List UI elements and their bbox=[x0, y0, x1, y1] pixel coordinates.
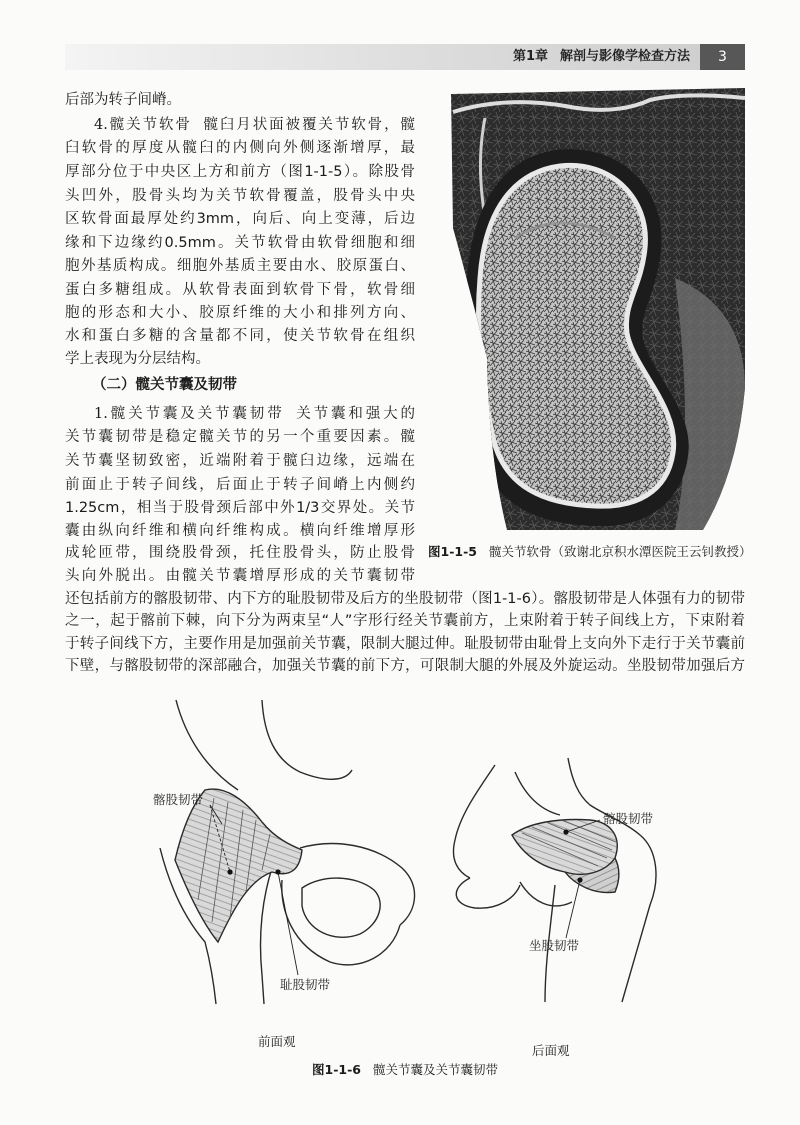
text-fragment: 髋臼月状面被覆关节软骨，髋 bbox=[203, 117, 415, 133]
text-line: 之一，起于髂前下棘，向下分为两束呈“人”字形行经关节囊前方，上束附着于转子间线上方，下束附着 bbox=[65, 613, 745, 629]
posterior-view-drawing bbox=[453, 758, 656, 1002]
label-pointer-dot bbox=[563, 829, 568, 834]
label-iliofemoral-anterior: 髂股韧带 bbox=[153, 792, 204, 807]
text-fragment: 关节囊和强大的 bbox=[296, 406, 415, 422]
text-line bbox=[65, 404, 415, 424]
section-heading: （二）髋关节囊及韧带 bbox=[92, 377, 237, 393]
text-line: 后部为转子间嵴。 bbox=[65, 92, 181, 108]
text-line: 于转子间线下方，主要作用是加强前关节囊，限制大腿过伸。耻股韧带由耻骨上支向外下走行于关节囊前 bbox=[65, 636, 745, 652]
chapter-heading bbox=[380, 44, 690, 70]
chapter-number: 第1章 bbox=[512, 49, 548, 64]
figure-number: 图1-1-5 bbox=[428, 544, 477, 559]
text-line: 学上表现为分层结构。 bbox=[65, 351, 210, 367]
text-line: 还包括前方的髂股韧带、内下方的耻股韧带及后方的坐股韧带（图1-1-6）。髂股韧带是人体强有力的韧带 bbox=[65, 591, 745, 607]
text-line: 缘和下边缘约0.5mm。关节软骨由软骨细胞和细 bbox=[65, 235, 415, 251]
text-line: 囊由纵向纤维和横向纤维构成。横向纤维增厚形 bbox=[65, 523, 415, 539]
paragraph-lead: 1.髋关节囊及关节囊韧带 bbox=[94, 406, 285, 422]
label-iliofemoral-posterior: 髂股韧带 bbox=[603, 811, 654, 826]
text-line: 成轮匝带，围绕股骨颈，托住股骨头，防止股骨 bbox=[65, 545, 415, 561]
label-ischiofemoral: 坐股韧带 bbox=[529, 938, 580, 953]
text-line: 头凹外，股骨头均为关节软骨覆盖，股骨头中央 bbox=[65, 188, 415, 204]
paragraph-lead: 4.髋关节软骨 bbox=[94, 117, 192, 133]
hip-capsule-ligaments-illustration bbox=[140, 690, 680, 1060]
figure-caption bbox=[428, 543, 751, 561]
figure-number: 图1-1-6 bbox=[312, 1062, 361, 1077]
text-line bbox=[65, 115, 415, 135]
label-posterior-view: 后面观 bbox=[532, 1043, 570, 1058]
label-pointer-dot bbox=[275, 869, 280, 874]
text-line: 胞外基质构成。细胞外基质主要由水、胶原蛋白、 bbox=[65, 258, 415, 274]
iliofemoral-ligament-posterior bbox=[512, 820, 617, 875]
text-line: 区软骨面最厚处约3mm，向后、向上变薄，后边 bbox=[65, 211, 415, 227]
text-line: 1.25cm，相当于股骨颈后部中外1/3交界处。关节 bbox=[65, 500, 415, 516]
chapter-title: 解剖与影像学检查方法 bbox=[559, 49, 690, 64]
figure-caption-text: 髋关节囊及关节囊韧带 bbox=[372, 1062, 498, 1077]
text-line: 胞的形态和大小、胶原纤维的大小和排列方向、 bbox=[65, 305, 415, 321]
hip-cartilage-histology-image bbox=[445, 88, 745, 530]
label-pubofemoral: 耻股韧带 bbox=[280, 977, 331, 992]
text-line: 蛋白多糖组成。从软骨表面到软骨下骨，软骨细 bbox=[65, 282, 415, 298]
label-pointer-dot bbox=[577, 877, 582, 882]
text-line: 前面止于转子间线，后面止于转子间嵴上内侧约 bbox=[65, 477, 415, 493]
anterior-view-drawing bbox=[160, 700, 415, 1004]
text-line: 厚部分位于中央区上方和前方（图1-1-5）。除股骨 bbox=[65, 164, 415, 180]
label-pointer-dot bbox=[227, 869, 232, 874]
text-line: 头向外脱出。由髋关节囊增厚形成的关节囊韧带 bbox=[65, 568, 415, 584]
text-line: 关节囊韧带是稳定髋关节的另一个重要因素。髋 bbox=[65, 429, 415, 445]
text-line: 下壁，与髂股韧带的深部融合，加强关节囊的前下方，可限制大腿的外展及外旋运动。坐股韧带加强后方 bbox=[65, 658, 745, 674]
figure-caption-text: 髋关节软骨（致谢北京积水潭医院王云钊教授） bbox=[488, 544, 752, 559]
figure-caption bbox=[312, 1061, 498, 1079]
specimen-section bbox=[445, 88, 745, 530]
text-line: 关节囊坚韧致密，近端附着于髋臼边缘，远端在 bbox=[65, 453, 415, 469]
label-anterior-view: 前面观 bbox=[258, 1034, 296, 1049]
text-line: 水和蛋白多糖的含量都不同，使关节软骨在组织 bbox=[65, 328, 415, 344]
text-line: 臼软骨的厚度从髋臼的内侧向外侧逐渐增厚，最 bbox=[65, 140, 415, 156]
page-number: 3 bbox=[700, 44, 745, 70]
iliofemoral-ligament-anterior bbox=[175, 789, 302, 942]
